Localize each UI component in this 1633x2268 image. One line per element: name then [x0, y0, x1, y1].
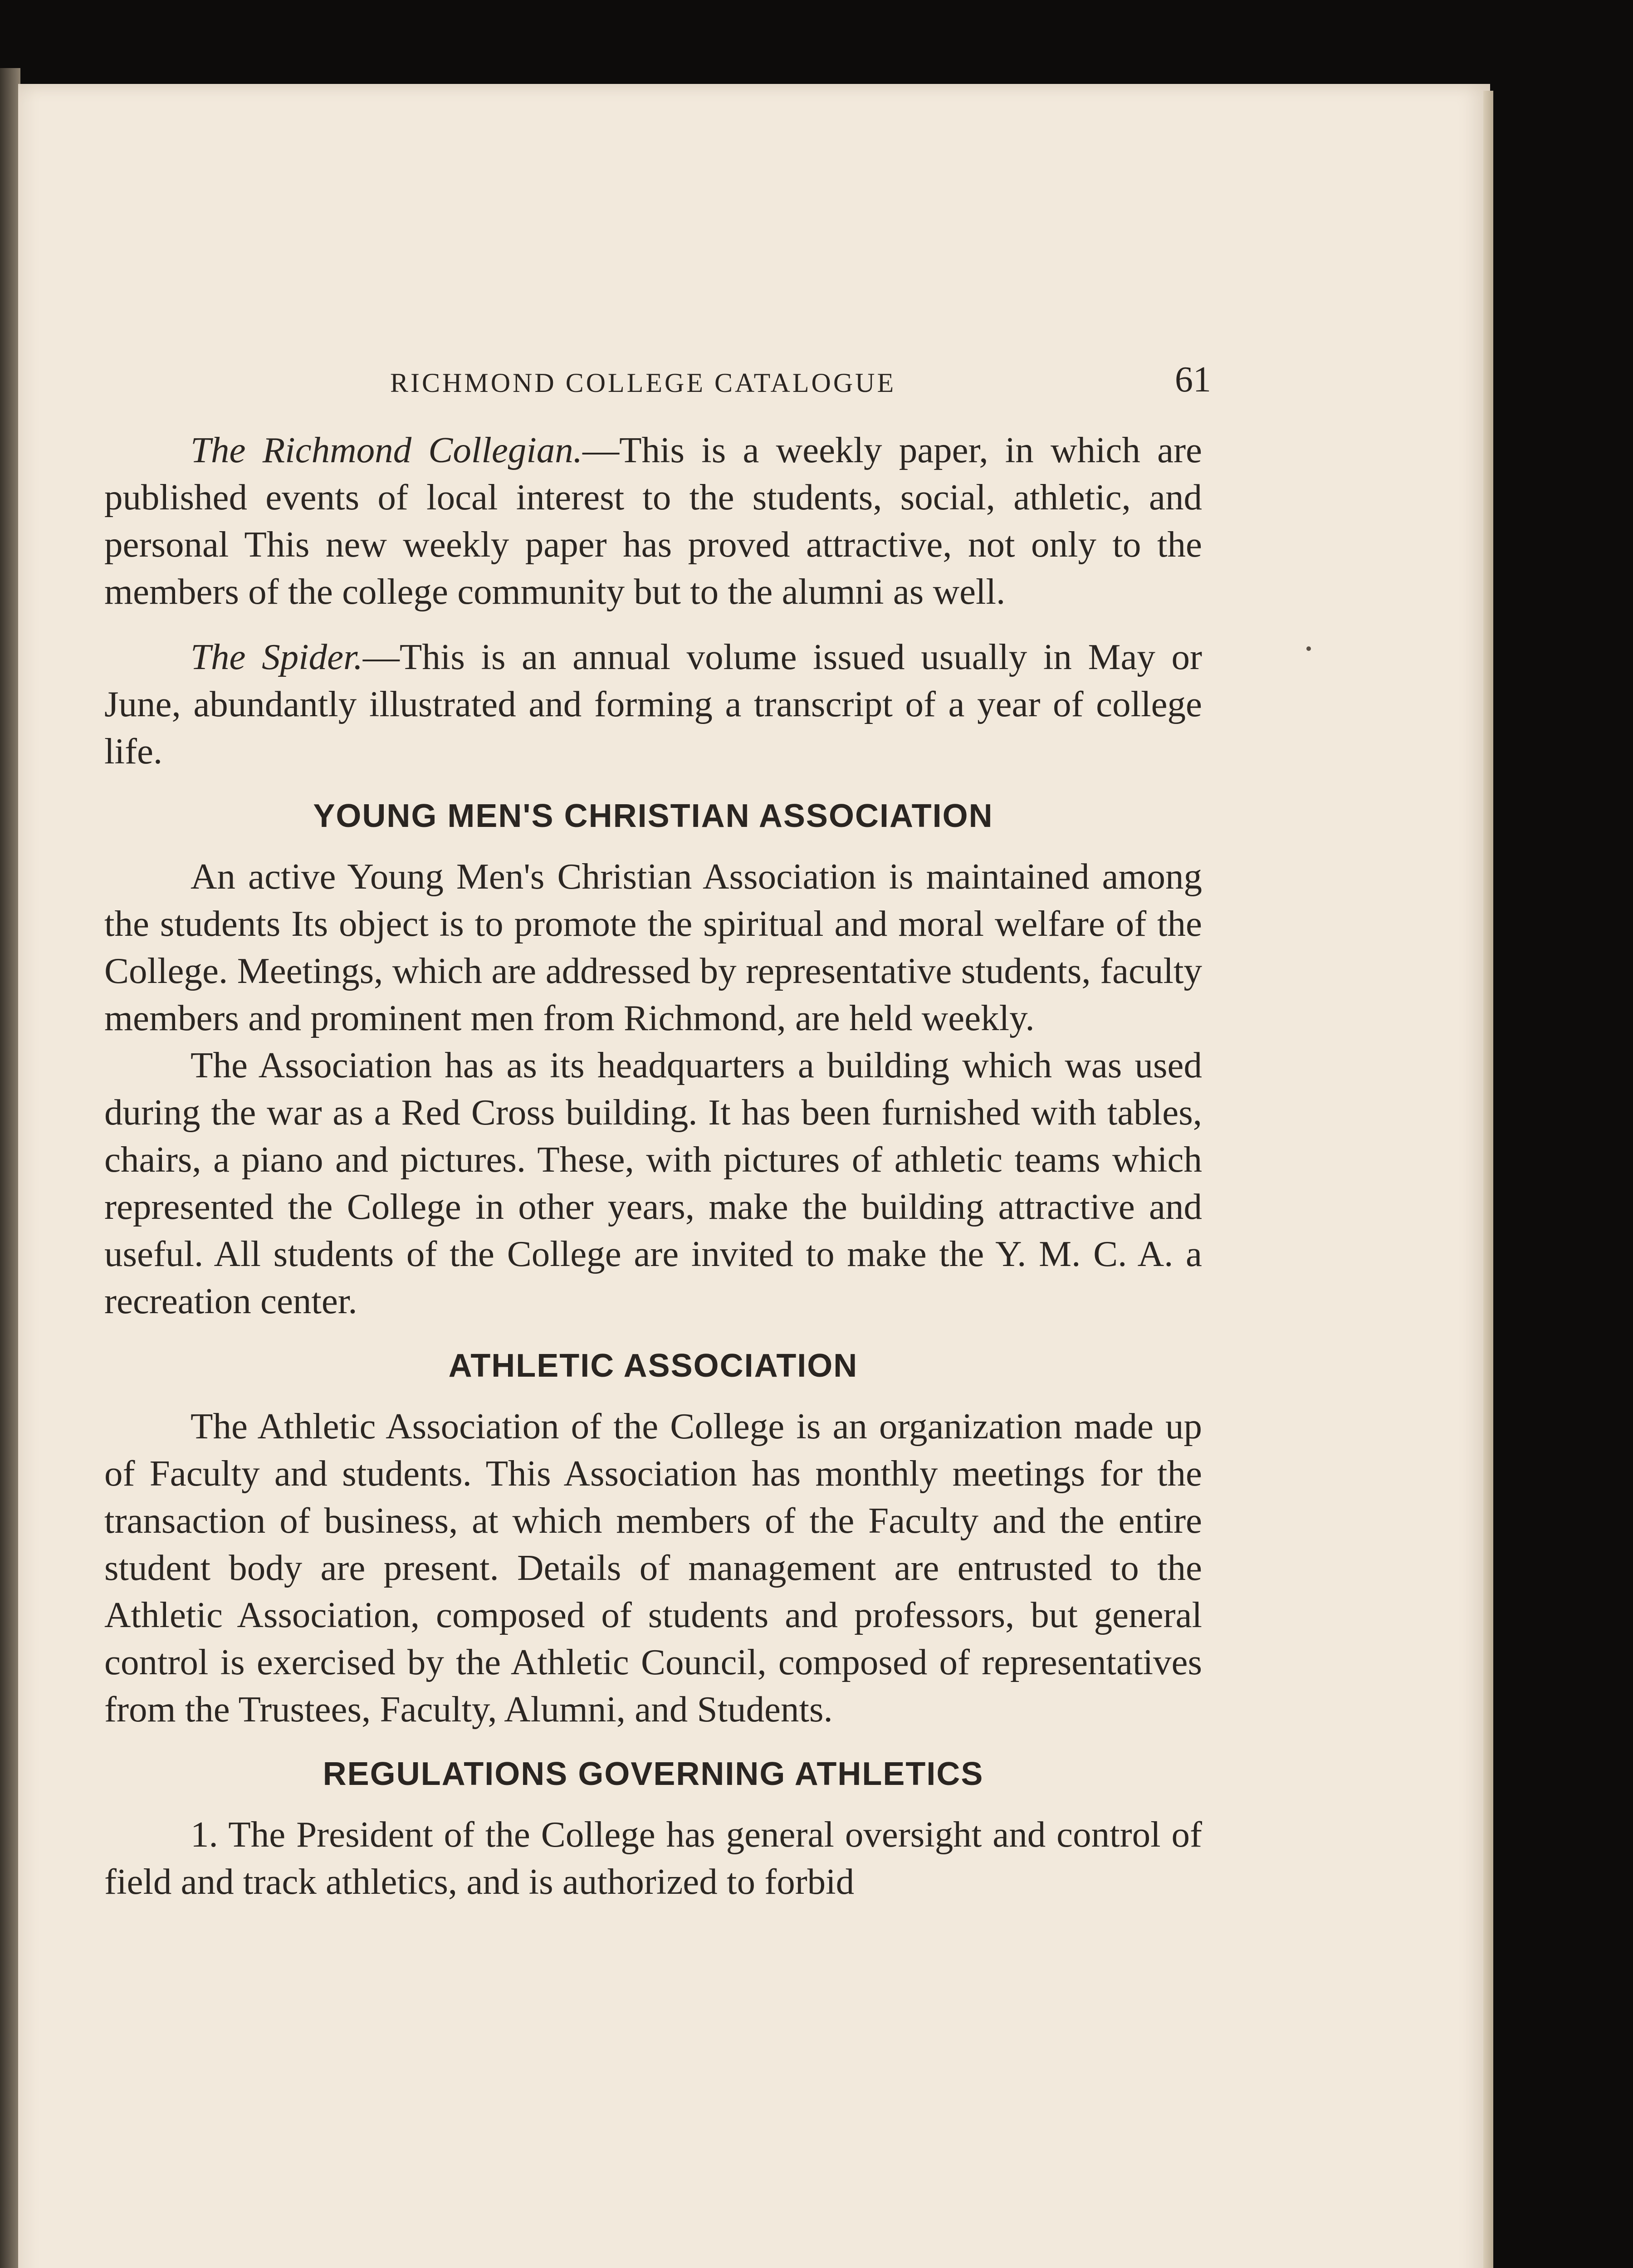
spider-title: The Spider.	[191, 636, 363, 677]
book-spine	[0, 68, 20, 2268]
regulations-heading: REGULATIONS GOVERNING ATHLETICS	[323, 1756, 984, 1792]
page-edge	[1483, 91, 1493, 2268]
collegian-text: —This is a weekly paper, in which are published events of local interest to the students, social, athletic, and personal This new weekly paper has proved attractive, not only to the members of the college community but to the alumni as well.	[104, 430, 1203, 612]
paper-speck	[1306, 646, 1311, 651]
collegian-paragraph	[104, 426, 1202, 615]
page-content	[104, 426, 1202, 1905]
athletic-heading: ATHLETIC ASSOCIATION	[448, 1348, 858, 1384]
regulations-paragraph-1: 1. The President of the College has general oversight and control of field and track athletics, and is authorized to forbid	[104, 1814, 1202, 1902]
spider-text: —This is an annual volume issued usually in May or June, abundantly illustrated and forming a transcript of a year of college life.	[104, 636, 1203, 772]
spider-paragraph	[104, 633, 1202, 775]
ymca-paragraph-1: An active Young Men's Christian Association is maintained among the students Its object is to promote the spiritual and moral welfare of the College. Meetings, which are addressed by representative students, faculty members and prominent men from Richmond, are held weekly.	[104, 856, 1202, 1038]
page-number: 61	[1175, 360, 1211, 400]
athletic-paragraph-1: The Athletic Association of the College is an organization made up of Faculty and students. This Association has monthly meetings for the transaction of business, at which members of the Faculty and the entire student body are present. Details of management are entrusted to the Athletic Association, composed of students and professors, but general control is exercised by the Athletic Council, composed of representatives from the Trustees, Faculty, Alumni, and Students.	[104, 1406, 1202, 1730]
running-head: RICHMOND COLLEGE CATALOGUE	[390, 368, 896, 398]
ymca-paragraph-2: The Association has as its headquarters a building which was used during the war as a Red Cross building. It has been furnished with tables, chairs, a piano and pictures. These, with pictures of athletic teams which represented the College in other years, make the building attractive and useful. All students of the College are invited to make the Y. M. C. A. a recreation center.	[104, 1045, 1202, 1321]
collegian-title: The Richmond Collegian.	[191, 430, 583, 470]
ymca-heading: YOUNG MEN'S CHRISTIAN ASSOCIATION	[313, 798, 993, 834]
